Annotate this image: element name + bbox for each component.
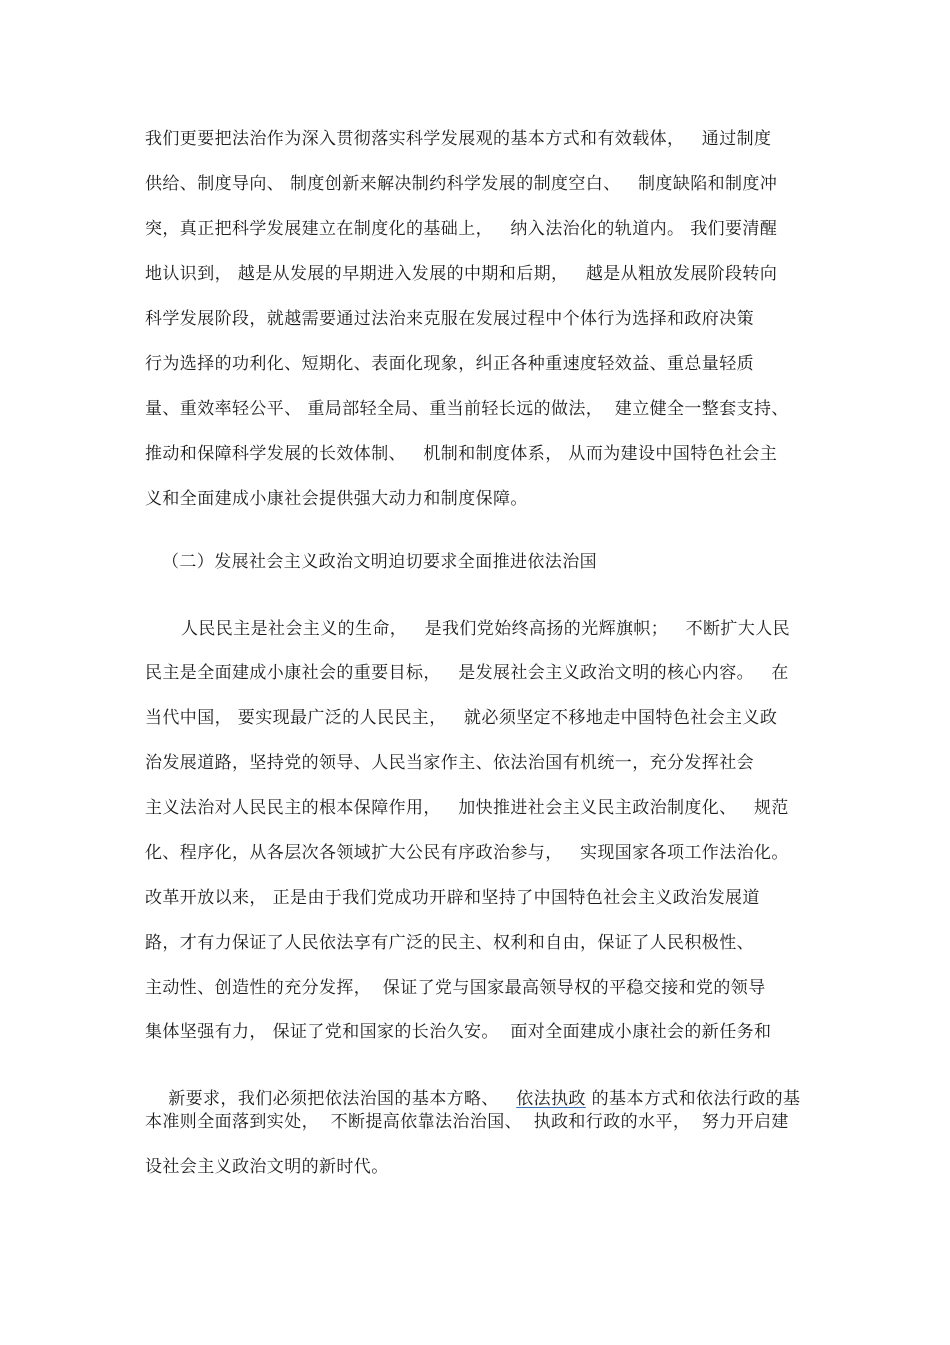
text-line: 人民民主是社会主义的生命， 是我们党始终高扬的光辉旗帜； 不断扩大人民 [181,619,791,639]
text-line: 路，才有力保证了人民依法享有广泛的民主、权利和自由，保证了人民积极性、 [145,933,754,953]
text-line: 当代中国， 要实现最广泛的人民民主， 就必须坚定不移地走中国特色社会主义政 [145,708,778,728]
text-line: 主义法治对人民民主的根本保障作用， 加快推进社会主义民主政治制度化、 规范 [145,798,789,818]
text-line: 地认识到， 越是从发展的早期进入发展的中期和后期， 越是从粗放发展阶段转向 [145,264,778,284]
text-line: 量、重效率轻公平、 重局部轻全局、重当前轻长远的做法， 建立健全一整套支持、 [145,399,789,419]
text-line: 科学发展阶段，就越需要通过法治来克服在发展过程中个体行为选择和政府决策 [145,309,754,329]
section-heading: （二）发展社会主义政治文明迫切要求全面推进依法治国 [162,552,597,572]
text-line: 我们更要把法治作为深入贯彻落实科学发展观的基本方式和有效载体， 通过制度 [145,129,772,149]
text-line: 突，真正把科学发展建立在制度化的基础上， 纳入法治化的轨道内。 我们要清醒 [145,219,778,239]
text-segment: 的基本方式和依法行政的基 [585,1089,801,1109]
text-line: 推动和保障科学发展的长效体制、 机制和制度体系， 从而为建设中国特色社会主 [145,444,778,464]
text-line: 改革开放以来， 正是由于我们党成功开辟和坚持了中国特色社会主义政治发展道 [145,888,760,908]
link-yifa-zhizheng[interactable]: 依法执政 [516,1089,586,1109]
text-line: 治发展道路，坚持党的领导、人民当家作主、依法治国有机统一，充分发挥社会 [145,753,754,773]
text-line: 集体坚强有力， 保证了党和国家的长治久安。 面对全面建成小康社会的新任务和 [145,1022,772,1042]
text-line: 设社会主义政治文明的新时代。 [145,1157,389,1177]
text-line: 化、程序化，从各层次各领域扩大公民有序政治参与， 实现国家各项工作法治化。 [145,843,789,863]
text-line: 供给、制度导向、 制度创新来解决制约科学发展的制度空白、 制度缺陷和制度冲 [145,174,778,194]
text-line: 主动性、创造性的充分发挥， 保证了党与国家最高领导权的平稳交接和党的领导 [145,978,766,998]
text-line: 行为选择的功利化、短期化、表面化现象，纠正各种重速度轻效益、重总量轻质 [145,354,754,374]
text-line: 本准则全面落到实处， 不断提高依靠法治治国、 执政和行政的水平， 努力开启建 [145,1112,789,1132]
text-line: 义和全面建成小康社会提供强大动力和制度保障。 [145,489,528,509]
text-segment: 新要求，我们必须把依法治国的基本方略、 [168,1089,517,1109]
text-line: 民主是全面建成小康社会的重要目标， 是发展社会主义政治文明的核心内容。 在 [145,663,789,683]
